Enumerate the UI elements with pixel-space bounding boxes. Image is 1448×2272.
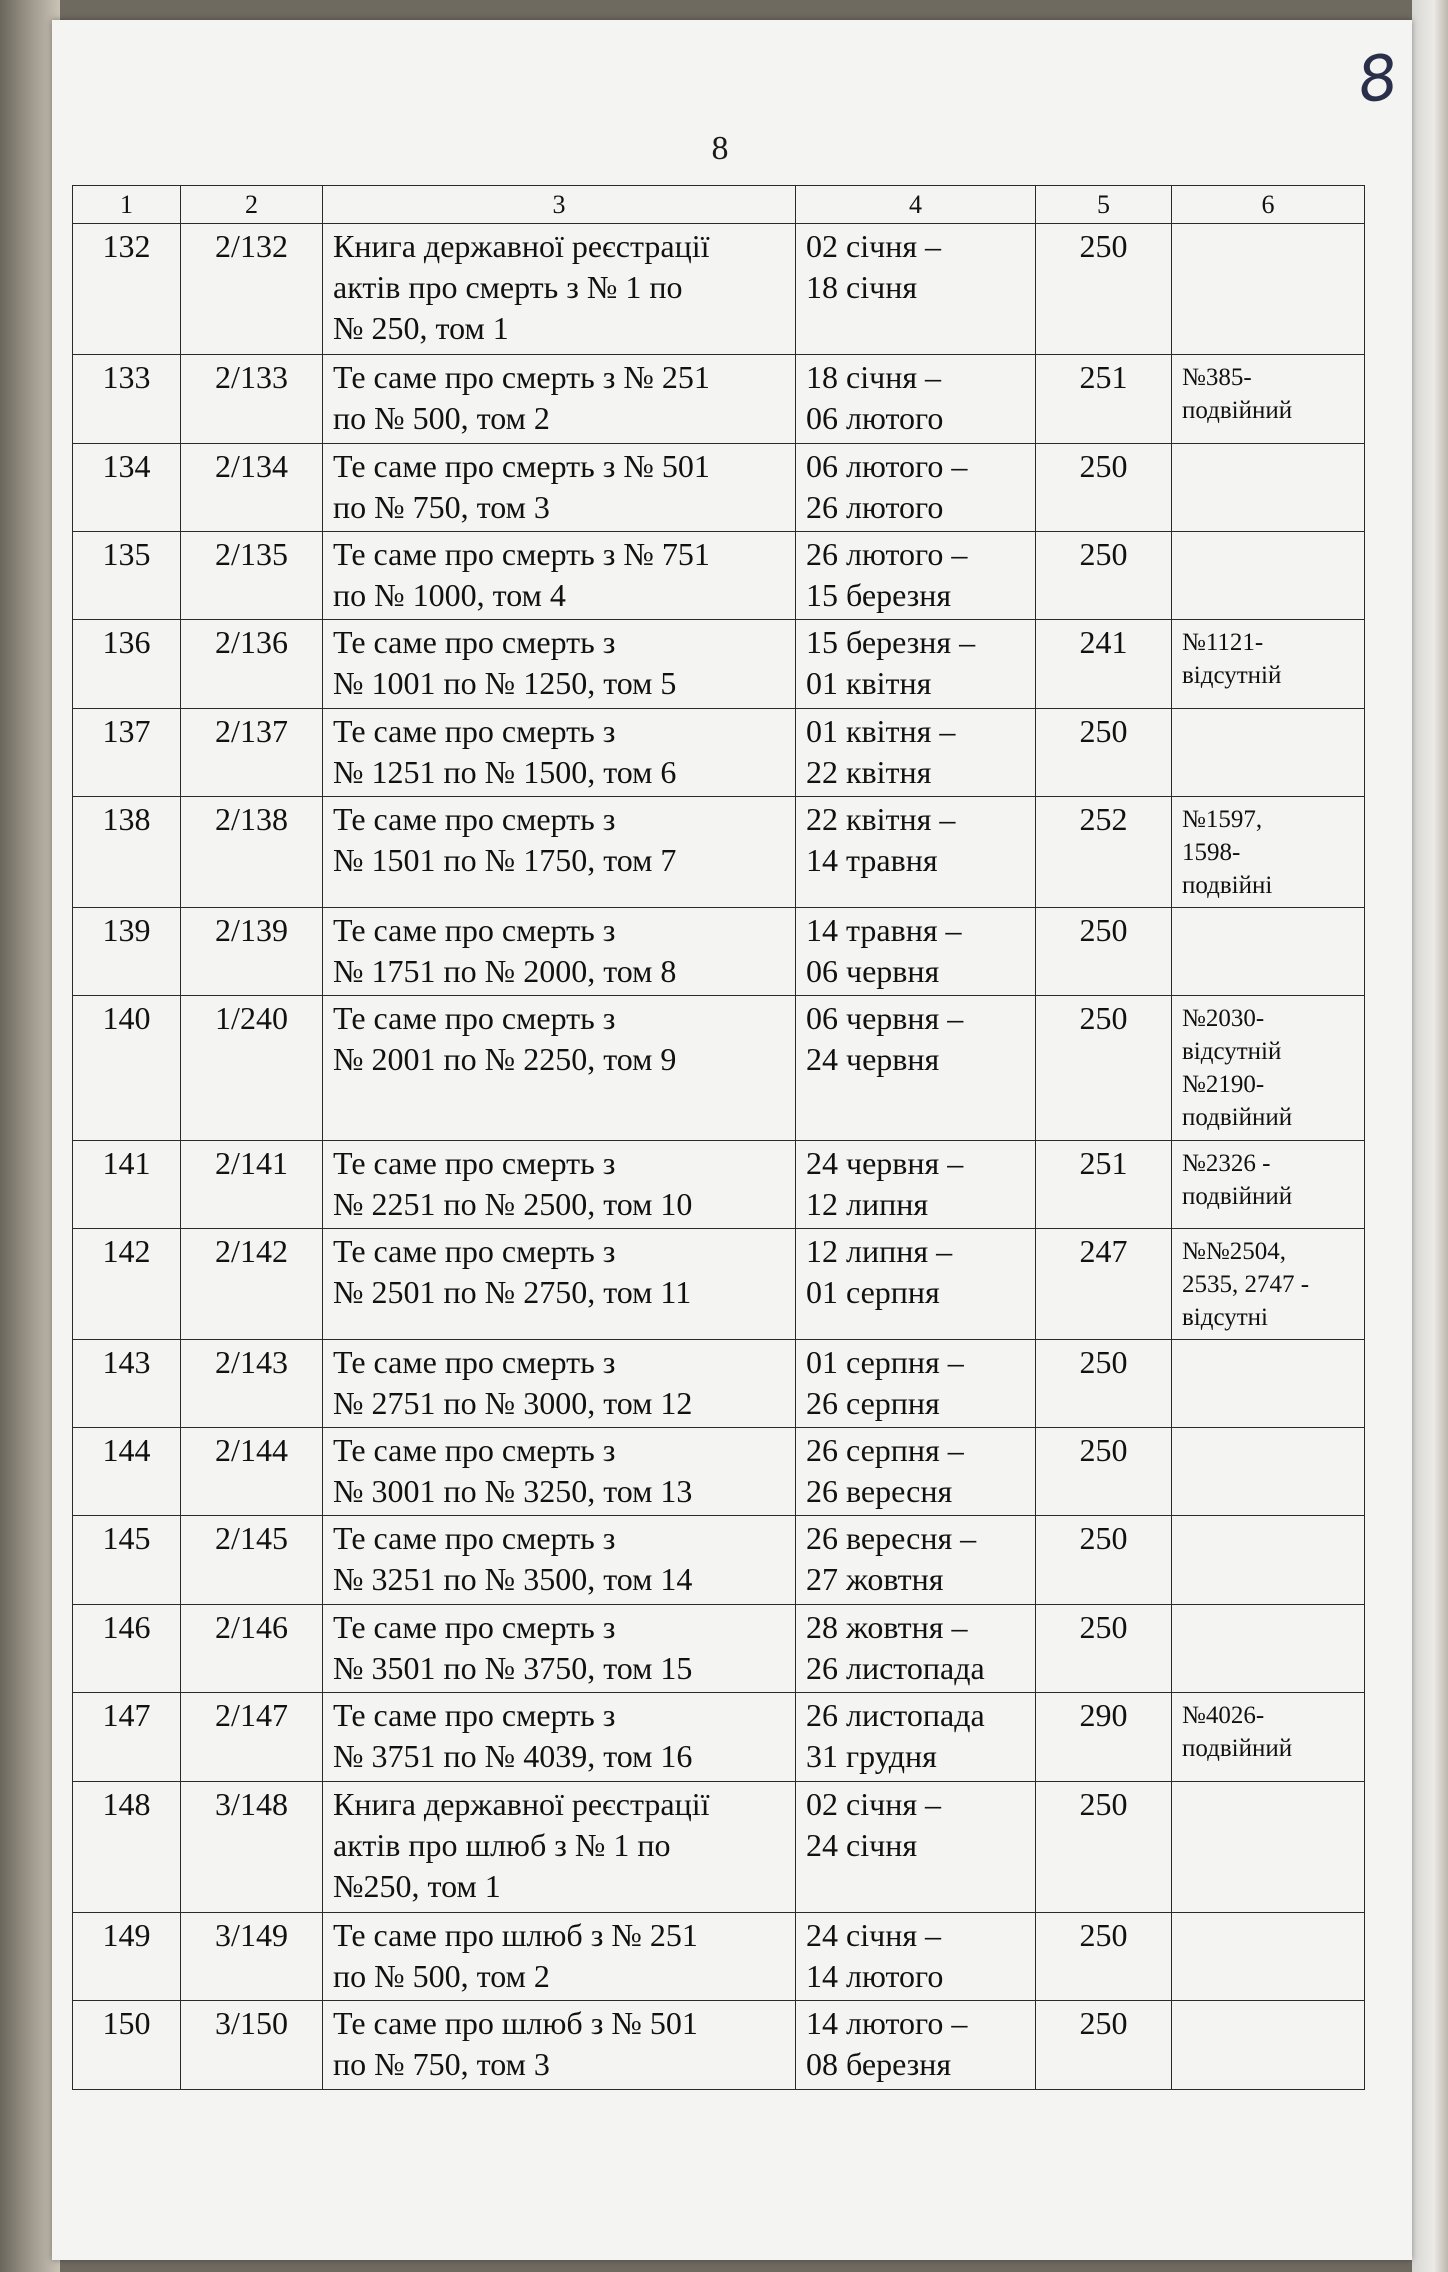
case-code-cell: 2/143 (181, 1339, 323, 1427)
note-cell (1172, 224, 1365, 355)
note-cell (1172, 1516, 1365, 1604)
case-code-cell: 2/141 (181, 1140, 323, 1228)
note-cell (1172, 708, 1365, 796)
date-line: 24 січня – (806, 1916, 942, 1953)
description-line: Те саме про смерть з (333, 1608, 616, 1645)
row-number-cell: 133 (73, 355, 181, 443)
case-code-cell: 2/133 (181, 355, 323, 443)
dates-cell (796, 907, 1036, 995)
row-number-cell: 132 (73, 224, 181, 355)
date-line: 24 червня (806, 1041, 940, 1078)
description-line: Книга державної реєстрації (333, 1785, 710, 1822)
table-row (73, 355, 1365, 443)
description-line: № 3501 по № 3750, том 15 (333, 1649, 693, 1686)
sheet-count-cell: 241 (1036, 620, 1172, 708)
note-cell (1172, 620, 1365, 708)
note-line: подвійний (1182, 1735, 1293, 1763)
dates-cell (796, 1693, 1036, 1781)
table-row (73, 1693, 1365, 1781)
note-line: №1597, (1182, 806, 1263, 834)
note-cell (1172, 1229, 1365, 1339)
dates-cell (796, 1781, 1036, 1912)
dates-cell (796, 1912, 1036, 2000)
sheet-count-cell: 250 (1036, 1516, 1172, 1604)
description-cell (323, 907, 796, 995)
date-line: 28 жовтня – (806, 1608, 968, 1645)
note-line: 2535, 2747 - (1182, 1271, 1310, 1299)
description-cell (323, 224, 796, 355)
note-line: подвійний (1182, 1104, 1293, 1132)
description-line: Те саме про смерть з (333, 1697, 616, 1734)
note-cell (1172, 1693, 1365, 1781)
note-cell (1172, 996, 1365, 1141)
date-line: 14 лютого (806, 1957, 944, 1994)
note-cell (1172, 907, 1365, 995)
description-line: Те саме про смерть з (333, 1000, 616, 1037)
description-line: по № 500, том 2 (333, 400, 550, 437)
note-cell (1172, 355, 1365, 443)
row-number-cell: 145 (73, 1516, 181, 1604)
description-line: № 2251 по № 2500, том 10 (333, 1185, 693, 1222)
table-row (73, 1339, 1365, 1427)
description-line: Те саме про смерть з (333, 801, 616, 838)
date-line: 06 лютого – (806, 447, 968, 484)
description-line: Те саме про смерть з (333, 1432, 616, 1469)
date-line: 15 березня (806, 577, 952, 614)
date-line: 22 квітня (806, 753, 932, 790)
date-line: 27 жовтня (806, 1561, 944, 1598)
case-code-cell: 2/142 (181, 1229, 323, 1339)
note-line: №2030- (1182, 1005, 1265, 1033)
row-number-cell: 150 (73, 2001, 181, 2090)
description-cell (323, 2001, 796, 2090)
description-cell (323, 532, 796, 620)
table-row (73, 996, 1365, 1141)
date-line: 26 серпня (806, 1384, 940, 1421)
description-line: № 2001 по № 2250, том 9 (333, 1041, 677, 1078)
date-line: 15 березня – (806, 624, 976, 661)
date-line: 31 грудня (806, 1738, 937, 1775)
description-line: Те саме про шлюб з № 501 (333, 2005, 698, 2042)
sheet-count-cell: 251 (1036, 1140, 1172, 1228)
note-line: відсутні (1182, 1304, 1268, 1332)
note-cell (1172, 532, 1365, 620)
date-line: 06 червня (806, 952, 940, 989)
row-number-cell: 141 (73, 1140, 181, 1228)
date-line: 26 вересня (806, 1473, 953, 1510)
column-header: 4 (796, 186, 1036, 224)
case-code-cell: 2/145 (181, 1516, 323, 1604)
case-code-cell: 2/135 (181, 532, 323, 620)
row-number-cell: 143 (73, 1339, 181, 1427)
header-row (73, 186, 1365, 224)
row-number-cell: 144 (73, 1428, 181, 1516)
note-line: 1598- (1182, 839, 1241, 867)
dates-cell (796, 355, 1036, 443)
description-cell (323, 1140, 796, 1228)
date-line: 14 травня – (806, 911, 962, 948)
note-cell (1172, 2001, 1365, 2090)
description-line: Книга державної реєстрації (333, 228, 710, 264)
description-cell (323, 443, 796, 531)
note-line: №1121- (1182, 629, 1264, 657)
note-line: відсутній (1182, 1038, 1282, 1066)
table-row (73, 797, 1365, 907)
note-cell (1172, 1428, 1365, 1516)
sheet-count-cell: 250 (1036, 224, 1172, 355)
dates-cell (796, 1140, 1036, 1228)
dates-cell (796, 224, 1036, 355)
date-line: 26 лютого – (806, 536, 968, 573)
dates-cell (796, 1229, 1036, 1339)
date-line: 01 квітня (806, 665, 932, 702)
date-line: 02 січня – (806, 228, 942, 264)
description-line: № 1501 по № 1750, том 7 (333, 842, 677, 879)
description-line: актів про смерть з № 1 по (333, 269, 683, 305)
description-line: № 3251 по № 3500, том 14 (333, 1561, 693, 1598)
description-cell (323, 1229, 796, 1339)
handwritten-page-number: 8 (1353, 39, 1403, 118)
row-number-cell: 146 (73, 1604, 181, 1692)
description-cell (323, 1516, 796, 1604)
column-header: 1 (73, 186, 181, 224)
sheet-count-cell: 290 (1036, 1693, 1172, 1781)
dates-cell (796, 708, 1036, 796)
note-cell (1172, 1604, 1365, 1692)
date-line: 12 липня – (806, 1233, 953, 1270)
note-line: №№2504, (1182, 1238, 1286, 1266)
description-cell (323, 1604, 796, 1692)
date-line: 26 листопада (806, 1697, 985, 1734)
case-code-cell: 2/137 (181, 708, 323, 796)
description-line: Те саме про смерть з № 501 (333, 447, 710, 484)
date-line: 01 серпня (806, 1274, 940, 1311)
date-line: 01 квітня – (806, 712, 956, 749)
description-cell (323, 1428, 796, 1516)
dates-cell (796, 1428, 1036, 1516)
table-row (73, 1229, 1365, 1339)
date-line: 18 січня – (806, 359, 942, 396)
dates-cell (796, 532, 1036, 620)
sheet-count-cell: 250 (1036, 1339, 1172, 1427)
description-cell (323, 1693, 796, 1781)
description-line: № 1001 по № 1250, том 5 (333, 665, 677, 702)
table-row (73, 708, 1365, 796)
description-line: Те саме про смерть з (333, 1144, 616, 1181)
description-line: №250, том 1 (333, 1867, 501, 1904)
note-line: подвійні (1182, 872, 1273, 900)
column-header: 3 (323, 186, 796, 224)
table-row (73, 1781, 1365, 1912)
column-header: 6 (1172, 186, 1365, 224)
dates-cell (796, 1516, 1036, 1604)
note-cell (1172, 797, 1365, 907)
sheet-count-cell: 250 (1036, 532, 1172, 620)
sheet-count-cell: 247 (1036, 1229, 1172, 1339)
description-line: Те саме про шлюб з № 251 (333, 1916, 698, 1953)
description-line: по № 750, том 3 (333, 488, 550, 525)
case-code-cell: 2/136 (181, 620, 323, 708)
note-cell (1172, 1781, 1365, 1912)
table-row (73, 907, 1365, 995)
description-cell (323, 1912, 796, 2000)
date-line: 02 січня – (806, 1785, 942, 1822)
note-line: №2326 - (1182, 1149, 1271, 1177)
description-line: Те саме про смерть з № 251 (333, 359, 710, 396)
description-line: по № 1000, том 4 (333, 577, 566, 614)
dates-cell (796, 797, 1036, 907)
note-line: №4026- (1182, 1702, 1265, 1730)
sheet-count-cell: 250 (1036, 996, 1172, 1141)
date-line: 24 червня – (806, 1144, 964, 1181)
sheet-count-cell: 250 (1036, 1604, 1172, 1692)
row-number-cell: 140 (73, 996, 181, 1141)
description-line: Те саме про смерть з (333, 1343, 616, 1380)
date-line: 26 вересня – (806, 1520, 977, 1557)
dates-cell (796, 996, 1036, 1141)
sheet-count-cell: 250 (1036, 1781, 1172, 1912)
table-row (73, 2001, 1365, 2090)
description-line: Те саме про смерть з (333, 911, 616, 948)
description-line: № 1751 по № 2000, том 8 (333, 952, 677, 989)
date-line: 22 квітня – (806, 801, 956, 838)
table-row (73, 1516, 1365, 1604)
table-row (73, 532, 1365, 620)
note-cell (1172, 443, 1365, 531)
dates-cell (796, 620, 1036, 708)
row-number-cell: 138 (73, 797, 181, 907)
row-number-cell: 136 (73, 620, 181, 708)
description-line: Те саме про смерть з (333, 712, 616, 749)
case-code-cell: 2/147 (181, 1693, 323, 1781)
sheet-count-cell: 250 (1036, 708, 1172, 796)
row-number-cell: 147 (73, 1693, 181, 1781)
description-cell (323, 708, 796, 796)
case-code-cell: 2/139 (181, 907, 323, 995)
sheet-count-cell: 250 (1036, 443, 1172, 531)
description-line: Те саме про смерть з (333, 1520, 616, 1557)
description-line: Те саме про смерть з (333, 1233, 616, 1270)
row-number-cell: 134 (73, 443, 181, 531)
case-code-cell: 1/240 (181, 996, 323, 1141)
page-right-edge (1412, 0, 1448, 2272)
row-number-cell: 135 (73, 532, 181, 620)
date-line: 06 червня – (806, 1000, 964, 1037)
case-code-cell: 2/144 (181, 1428, 323, 1516)
description-line: № 3001 по № 3250, том 13 (333, 1473, 693, 1510)
note-line: подвійний (1182, 397, 1293, 425)
sheet-count-cell: 250 (1036, 1428, 1172, 1516)
case-code-cell: 3/149 (181, 1912, 323, 2000)
note-cell (1172, 1912, 1365, 2000)
sheet-count-cell: 252 (1036, 797, 1172, 907)
note-line: №2190- (1182, 1071, 1265, 1099)
note-cell (1172, 1339, 1365, 1427)
case-code-cell: 2/138 (181, 797, 323, 907)
date-line: 26 лютого (806, 488, 944, 525)
dates-cell (796, 1339, 1036, 1427)
case-code-cell: 2/134 (181, 443, 323, 531)
date-line: 24 січня (806, 1826, 918, 1863)
description-cell (323, 996, 796, 1141)
date-line: 26 листопада (806, 1649, 985, 1686)
description-cell (323, 355, 796, 443)
description-line: по № 750, том 3 (333, 2046, 550, 2083)
description-cell (323, 1339, 796, 1427)
case-code-cell: 3/148 (181, 1781, 323, 1912)
row-number-cell: 149 (73, 1912, 181, 2000)
description-line: Те саме про смерть з (333, 624, 616, 661)
table-row (73, 1604, 1365, 1692)
dates-cell (796, 2001, 1036, 2090)
description-cell (323, 620, 796, 708)
column-header: 5 (1036, 186, 1172, 224)
case-code-cell: 3/150 (181, 2001, 323, 2090)
date-line: 26 серпня – (806, 1432, 964, 1469)
description-line: по № 500, том 2 (333, 1957, 550, 1994)
date-line: 06 лютого (806, 400, 944, 437)
table-row (73, 1140, 1365, 1228)
date-line: 18 січня (806, 269, 918, 305)
description-line: № 2751 по № 3000, том 12 (333, 1384, 693, 1421)
row-number-cell: 139 (73, 907, 181, 995)
table-row (73, 1912, 1365, 2000)
table-row (73, 1428, 1365, 1516)
row-number-cell: 148 (73, 1781, 181, 1912)
date-line: 01 серпня – (806, 1343, 964, 1380)
description-line: № 2501 по № 2750, том 11 (333, 1274, 692, 1311)
date-line: 08 березня (806, 2046, 952, 2083)
dates-cell (796, 443, 1036, 531)
sheet-count-cell: 250 (1036, 2001, 1172, 2090)
column-header: 2 (181, 186, 323, 224)
case-code-cell: 2/146 (181, 1604, 323, 1692)
sheet-count-cell: 250 (1036, 1912, 1172, 2000)
description-cell (323, 1781, 796, 1912)
table-row (73, 224, 1365, 355)
description-cell (323, 797, 796, 907)
sheet-count-cell: 250 (1036, 907, 1172, 995)
note-line: подвійний (1182, 1182, 1293, 1210)
page-number: 8 (711, 130, 729, 167)
register-table (72, 185, 1365, 2090)
date-line: 12 липня (806, 1185, 929, 1222)
date-line: 14 травня (806, 842, 938, 879)
note-line: відсутній (1182, 662, 1282, 690)
row-number-cell: 137 (73, 708, 181, 796)
table-row (73, 620, 1365, 708)
sheet-count-cell: 251 (1036, 355, 1172, 443)
description-line: № 250, том 1 (333, 310, 509, 346)
description-line: № 1251 по № 1500, том 6 (333, 753, 677, 790)
description-line: Те саме про смерть з № 751 (333, 536, 710, 573)
table-row (73, 443, 1365, 531)
row-number-cell: 142 (73, 1229, 181, 1339)
binder-edge (0, 0, 60, 2272)
note-cell (1172, 1140, 1365, 1228)
date-line: 14 лютого – (806, 2005, 968, 2042)
case-code-cell: 2/132 (181, 224, 323, 355)
dates-cell (796, 1604, 1036, 1692)
note-line: №385- (1182, 364, 1252, 392)
description-line: № 3751 по № 4039, том 16 (333, 1738, 693, 1775)
description-line: актів про шлюб з № 1 по (333, 1826, 671, 1863)
